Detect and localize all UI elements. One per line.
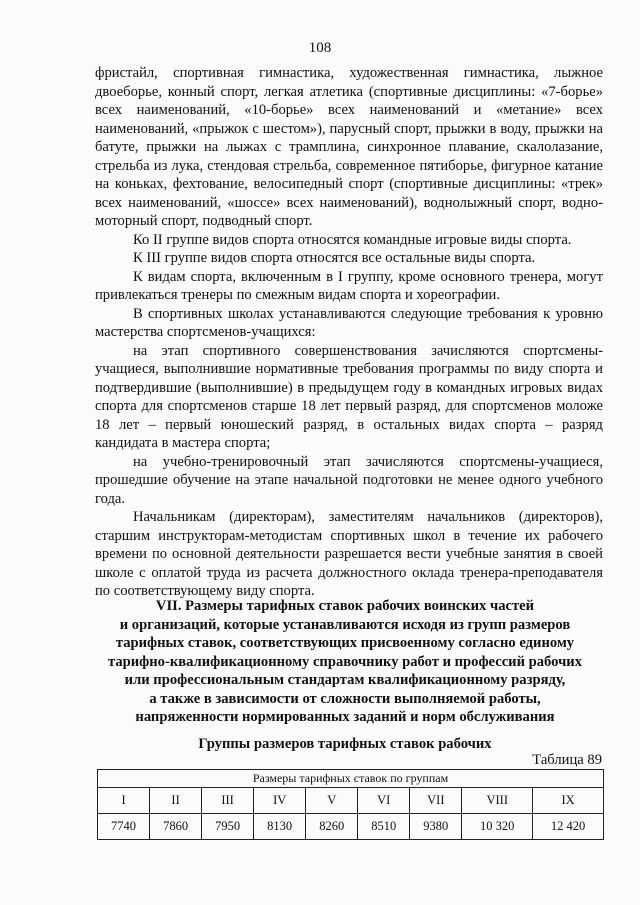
page-number: 108 [308, 40, 332, 56]
section-heading [80, 597, 610, 727]
table-column-header: III [202, 788, 254, 814]
table-cell: 8130 [254, 814, 306, 840]
paragraph: К III группе видов спорта относятся все остальные виды спорта. [133, 250, 536, 266]
paragraph: Ко II группе видов спорта относятся командные игровые виды спорта. [133, 231, 572, 248]
table-column-header: I [98, 788, 150, 814]
table-column-header: IV [254, 788, 306, 814]
section-heading-line: напряженности нормированных заданий и норм обслуживания [135, 709, 555, 725]
table-group-header: Размеры тарифных ставок по группам [98, 770, 604, 788]
table-value-row [98, 814, 604, 840]
table-column-header: II [150, 788, 202, 814]
table-cell: 8510 [358, 814, 410, 840]
paragraph: В спортивных школах устанавливаются следующие требования к уровню мастерства спортсменов-учащихся: [95, 305, 603, 340]
table-cell: 9380 [410, 814, 462, 840]
table-cell: 7860 [150, 814, 202, 840]
table-cell: 12 420 [533, 814, 604, 840]
table-cell: 10 320 [462, 814, 533, 840]
table-column-header: IX [533, 788, 604, 814]
section-heading-line: тарифных ставок, соответствующих присвоенному согласно единому [115, 635, 575, 651]
table-column-header: VI [358, 788, 410, 814]
paragraph: на учебно-тренировочный этап зачисляются спортсмены-учащиеся, прошедшие обучение на этапе начальной подготовки не менее одного учебного года. [95, 453, 603, 507]
paragraph: К видам спорта, включенным в I группу, кроме основного тренера, могут привлекаться тренеры по смежным видам спорта и хореографии. [95, 268, 603, 303]
table-cell: 8260 [306, 814, 358, 840]
table-title: Группы размеров тарифных ставок рабочих [198, 736, 492, 752]
table-number: Таблица 89 [532, 752, 602, 768]
table-column-row [98, 788, 604, 814]
section-heading-line: и организаций, которые устанавливаются исходя из групп размеров [119, 616, 571, 633]
table-column-header: VIII [462, 788, 533, 814]
tariff-rates-table [97, 769, 604, 840]
paragraph: фристайл, спортивная гимнастика, художественная гимнастика, лыжное двоеборье, конный спорт, легкая атлетика (спортивные дисциплины: «7-борье» всех наименований, «10-борье» всех наименований и «метание» всех наименований, «прыжок с шестом»), парусный спорт, прыжки в воду, прыжки на батуте, прыжки на лыжах с трамплина, синхронное плавание, скалолазание, стрельба из лука, стендовая стрельба, современное пятиборье, фигурное катание на коньках, фехтование, велосипедный спорт (спортивные дисциплины: «трек» всех наименований, «шоссе» всех наименований), воднолыжный спорт, водно-моторный спорт, подводный спорт. [95, 65, 603, 229]
section-heading-line: тарифно-квалификационному справочнику работ и профессий рабочих [107, 653, 583, 670]
table-column-header: VII [410, 788, 462, 814]
table-cell: 7740 [98, 814, 150, 840]
section-heading-line: или профессиональным стандартам квалификационному разряду, [124, 672, 566, 688]
section-heading-line: VII. Размеры тарифных ставок рабочих воинских частей [155, 598, 535, 614]
body-text [95, 64, 603, 601]
paragraph: Начальникам (директорам), заместителям начальников (директоров), старшим инструкторам-методистам спортивных школ в течение их рабочего времени по основной деятельности разрешается вести учебные занятия в своей школе с оплатой труда из расчета должностного оклада тренера-преподавателя по соответствующему виду спорта. [95, 509, 603, 599]
table-column-header: V [306, 788, 358, 814]
section-heading-line: а также в зависимости от сложности выполняемой работы, [149, 690, 541, 707]
paragraph: на этап спортивного совершенствования зачисляются спортсмены-учащиеся, выполнившие нормативные требования программы по виду спорта и подтвердившие (выполнившие) в предыдущем году в командных игровых видах спорта для спортсменов старше 18 лет первый разряд, для спортсменов моложе 18 лет – первый юношеский разряд, в остальных видах спорта – разряд кандидата в мастера спорта; [95, 342, 603, 451]
table-cell: 7950 [202, 814, 254, 840]
